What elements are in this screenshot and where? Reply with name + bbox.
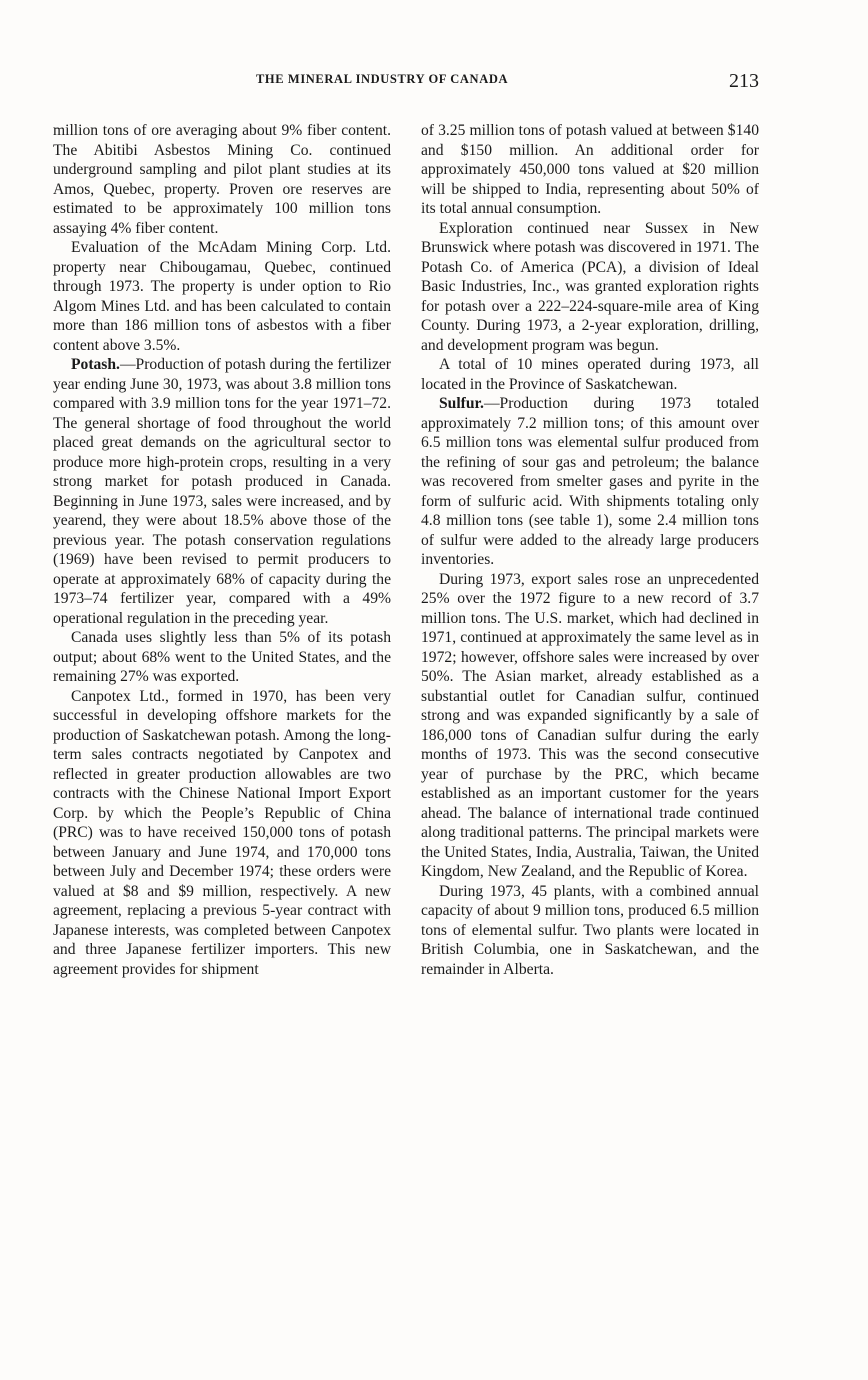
paragraph-asbestos-abitibi: million tons of ore averaging about 9% fiber content. The Abitibi Asbestos Mining Co. continued underground sampling and pilot plant studies at its Amos, Quebec, property. Proven ore reserves are estimated to be approximately 100 million tons assaying 4% fiber content. [53,122,391,237]
paragraph-potash-shipment: of 3.25 million tons of potash valued at between $140 and $150 million. An additional order for approximately 450,000 tons valued at $20 million will be shipped to India, representing about 50% of its total annual consumption. [421,122,759,217]
section-heading-sulfur: Sulfur. [439,395,484,412]
paragraph-canpotex: Canpotex Ltd., formed in 1970, has been very successful in developing offshore markets for the production of Saskatchewan potash. Among the long-term sales contracts negotiated by Canpotex and reflected in greater production allowables are two contracts with the Chinese National Import Export Corp. by which the People’s Republic of China (PRC) was to have received 150,000 tons of potash between January and June 1974, and 170,000 tons between July and December 1974; these orders were valued at $8 and $9 million, respectively. A new agreement, replacing a previous 5-year contract with Japanese interests, was completed between Canpotex and three Japanese fertilizer importers. This new agreement provides for shipment [53,687,391,978]
right-column [421,121,759,979]
paragraph-sulfur-plants: During 1973, 45 plants, with a combined annual capacity of about 9 million tons, produced 6.5 million tons of elemental sulfur. Two plants were located in British Columbia, one in Saskatchewan, and the remainder in Alberta. [421,882,759,978]
paragraph-potash-usage: Canada uses slightly less than 5% of its potash output; about 68% went to the United States, and the remaining 27% was exported. [53,629,391,685]
paragraph-asbestos-mcadam: Evaluation of the McAdam Mining Corp. Ltd. property near Chibougamau, Quebec, continued through 1973. The property is under option to Rio Algom Mines Ltd. and has been calculated to contain more than 186 million tons of asbestos with a fiber content above 3.5%. [53,239,391,354]
left-column [53,121,391,979]
paragraph-sulfur-production: Sulfur.—Production during 1973 totaled approximately 7.2 million tons; of this amount over 6.5 million tons was elemental sulfur produced from the refining of sour gas and petroleum; the balance was recovered from smelter gases and pyrite in the form of sulfuric acid. With shipments totaling only 4.8 million tons (see table 1), some 2.4 million tons of sulfur were added to the already large producers inventories. [421,395,759,568]
page-number: 213 [729,70,759,92]
paragraph-potash-exploration: Exploration continued near Sussex in New Brunswick where potash was discovered in 1971. The Potash Co. of America (PCA), a division of Ideal Basic Industries, Inc., was granted exploration rights for potash over a 222–224-square-mile area of King County. During 1973, a 2-year exploration, drilling, and development program was begun. [421,219,759,354]
section-heading-potash: Potash. [71,356,120,373]
paragraph-potash-mines: A total of 10 mines operated during 1973, all located in the Province of Saskatchewan. [421,356,759,393]
running-header [0,70,868,94]
running-head-title: THE MINERAL INDUSTRY OF CANADA [256,72,509,86]
paragraph-sulfur-exports: During 1973, export sales rose an unprecedented 25% over the 1972 figure to a new record of 3.7 million tons. The U.S. market, which had declined in 1971, continued at approximately the same level as in 1972; however, offshore sales were increased by over 50%. The Asian market, already established as a substantial outlet for Canadian sulfur, continued strong and was expanded significantly by a sale of 186,000 tons of Canadian sulfur during the early months of 1973. This was the second consecutive year of purchase by the PRC, which became established as an important customer for the years ahead. The balance of international trade continued along traditional patterns. The principal markets were the United States, India, Australia, Taiwan, the United Kingdom, New Zealand, and the Republic of Korea. [421,570,759,880]
paragraph-potash-production: Potash.—Production of potash during the fertilizer year ending June 30, 1973, was about 3.8 million tons compared with 3.9 million tons for the year 1971–72. The general shortage of food throughout the world placed great demands on the agricultural sector to produce more high-protein crops, resulting in a very strong market for potash produced in Canada. Beginning in June 1973, sales were increased, and by yearend, they were about 18.5% above those of the previous year. The potash conservation regulations (1969) have been revised to permit producers to operate at approximately 68% of capacity during the 1973–74 fertilizer year, compared with a 49% operational regulation in the preceding year. [53,356,391,627]
